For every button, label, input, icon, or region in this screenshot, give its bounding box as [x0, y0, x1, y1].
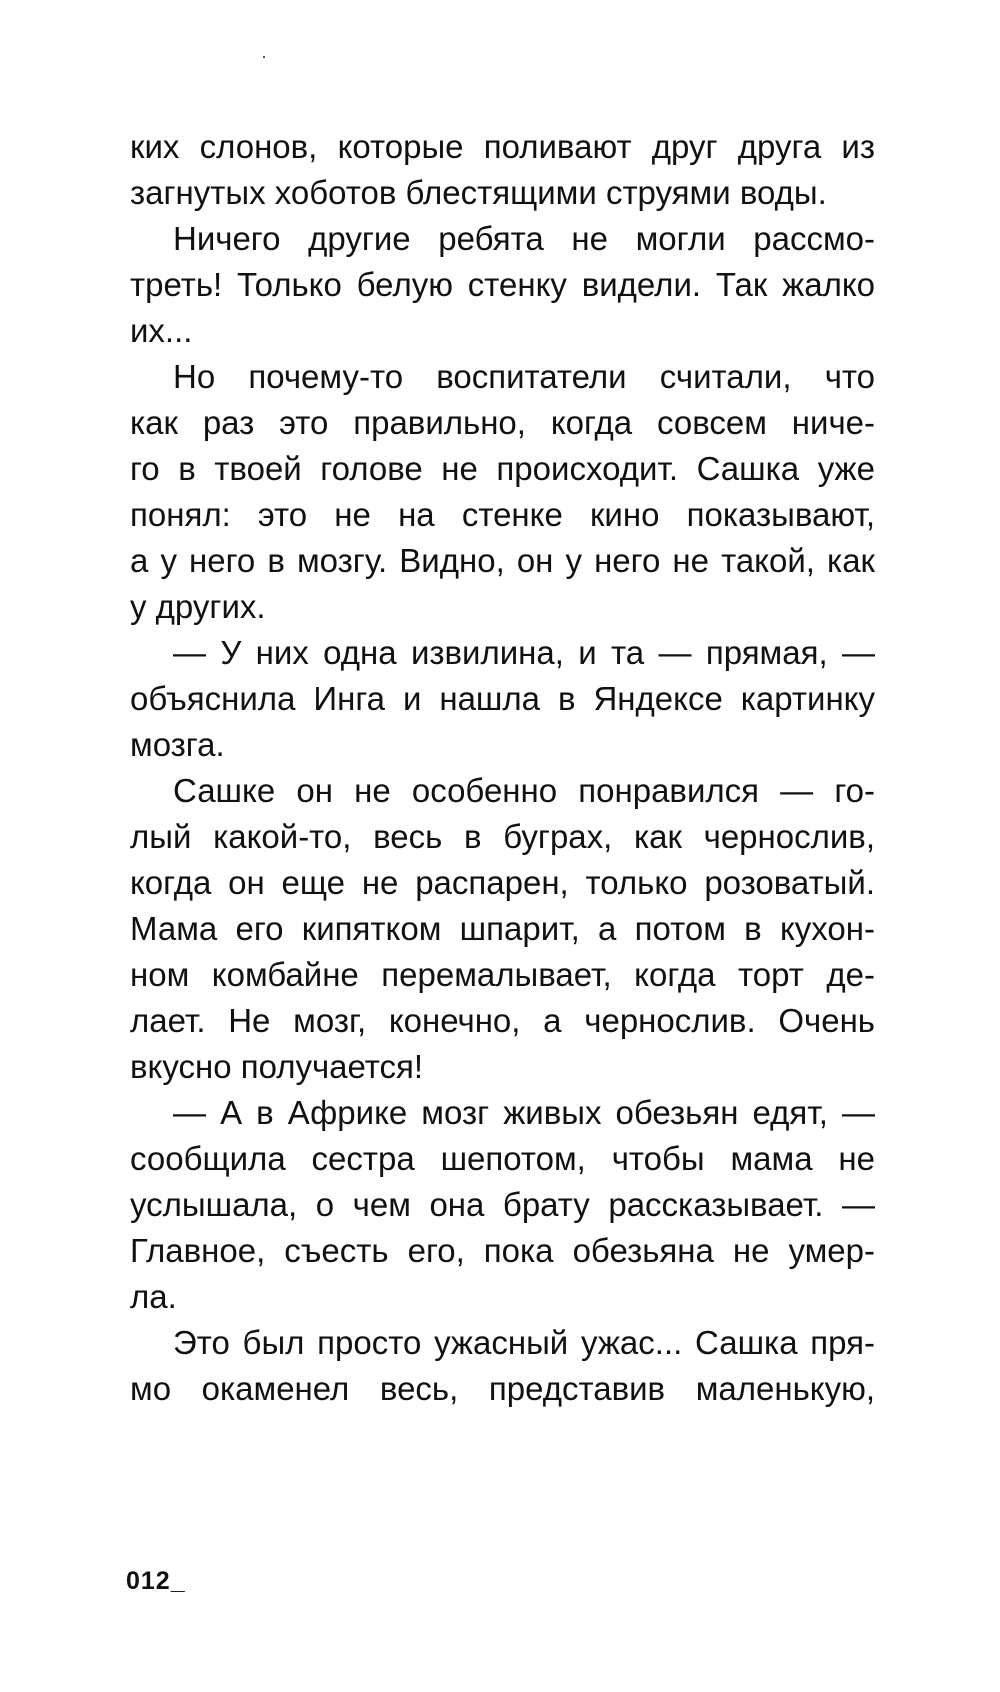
text-line: у других. — [130, 588, 266, 625]
text-line: понял: это не на стенке кино показывают, — [130, 496, 875, 533]
text-line: услышала, о чем она брату рассказывает. — — [130, 1186, 875, 1223]
text-line: — А в Африке мозг живых обезьян едят, — — [173, 1094, 875, 1131]
text-line: Главное, съесть его, пока обезьяна не умер- — [130, 1232, 875, 1269]
text-line: Это был просто ужасный ужас... Сашка пря- — [173, 1324, 875, 1361]
text-line: мозга. — [130, 726, 225, 763]
text-line: сообщила сестра шепотом, чтобы мама не — [130, 1140, 875, 1177]
scan-speck — [263, 56, 265, 58]
text-line: ла. — [130, 1278, 177, 1315]
text-line: их... — [130, 312, 193, 349]
text-line: как раз это правильно, когда совсем ниче- — [130, 404, 875, 441]
text-line: Сашке он не особенно понравился — го- — [173, 772, 875, 809]
text-line: когда он еще не распарен, только розоватый. — [130, 864, 875, 901]
text-line: ких слонов, которые поливают друг друга из — [130, 128, 875, 165]
text-line: вкусно получается! — [130, 1048, 424, 1085]
body-text — [130, 124, 875, 1412]
text-line: загнутых хоботов блестящими струями воды. — [130, 174, 827, 211]
text-line: а у него в мозгу. Видно, он у него не такой, как — [130, 542, 875, 579]
text-line: Ничего другие ребята не могли рассмо- — [173, 220, 875, 257]
text-line: — У них одна извилина, и та — прямая, — — [173, 634, 875, 671]
page-number: 012_ — [126, 1567, 186, 1595]
text-line: объяснила Инга и нашла в Яндексе картинку — [130, 680, 875, 717]
text-line: Мама его кипятком шпарит, а потом в кухон- — [130, 910, 875, 947]
text-line: мо окаменел весь, представив маленькую, — [130, 1370, 875, 1407]
text-line: лает. Не мозг, конечно, а чернослив. Очень — [130, 1002, 875, 1039]
text-line: лый какой-то, весь в буграх, как чернослив, — [130, 818, 875, 855]
text-line: ном комбайне перемалывает, когда торт де- — [130, 956, 875, 993]
text-line: треть! Только белую стенку видели. Так жалко — [130, 266, 875, 303]
text-line: Но почему-то воспитатели считали, что — [173, 358, 875, 395]
text-line: го в твоей голове не происходит. Сашка уже — [130, 450, 875, 487]
